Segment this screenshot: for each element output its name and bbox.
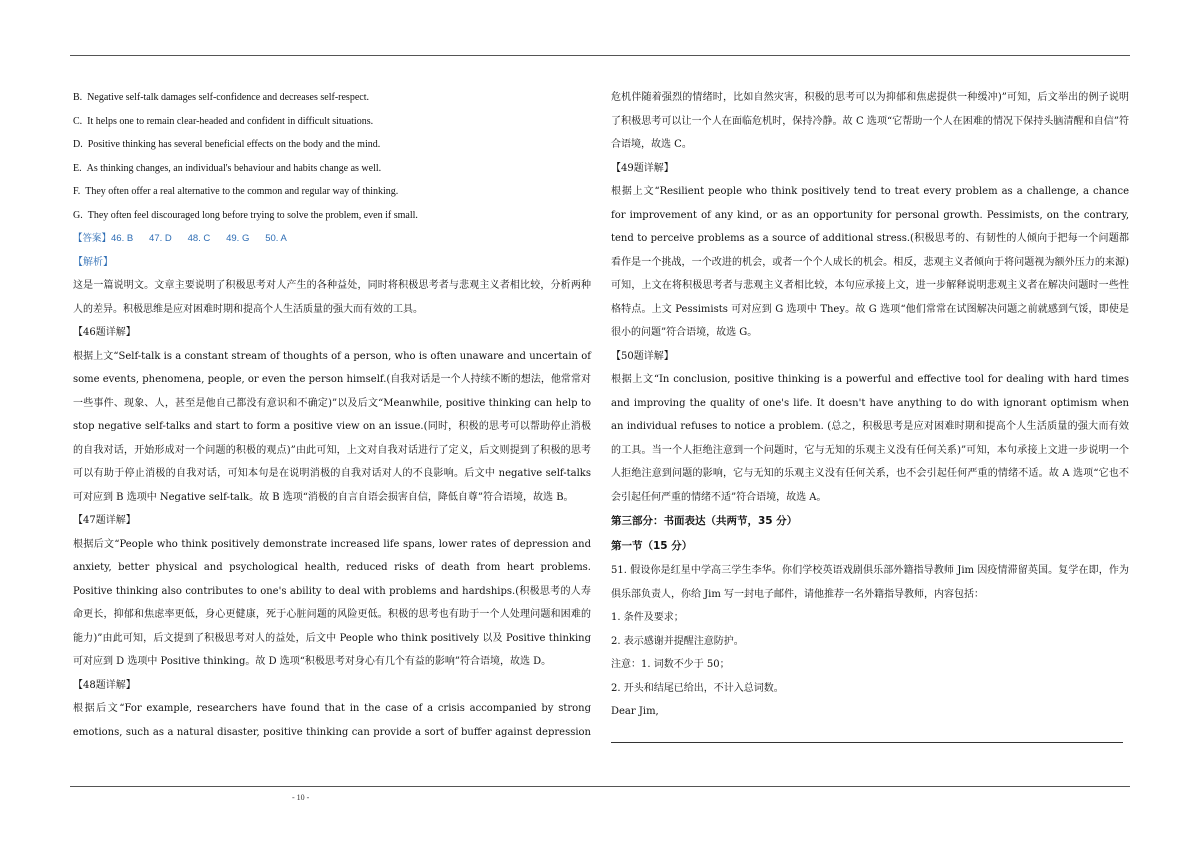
option-b: B. Negative self-talk damages self-confidence and decreases self-respect.: [73, 92, 369, 103]
option-d: D. Positive thinking has several beneficial effects on the body and the mind.: [73, 139, 381, 150]
option-e: E. As thinking changes, an individual's behaviour and habits change as well.: [73, 162, 382, 174]
footer-rule: [70, 786, 1130, 787]
q50-heading: 【50题详解】: [611, 350, 674, 362]
analysis-intro: 这是一篇说明文。文章主要说明了积极思考对人产生的各种益处，同时将积极思考者与悲观主义者相比较，分析两种人的差异。积极思维是应对困难时期和提高个人生活质量的强大而有效的工具。: [73, 280, 591, 315]
part3-title: 第三部分：书面表达（共两节，35 分）: [611, 515, 798, 527]
q48-explanation-cont: 危机伴随着强烈的情绪时，比如自然灾害，积极的思考可以为抑郁和焦虑提供一种缓冲)”可知，后文举出的例子说明了积极思考可以让一个人在面临危机时，保持冷静。故 C 选项“它帮助一个人在困难的情况下保持头脑清醒和自信”符合语境，故选 C。: [611, 92, 1129, 150]
q46-heading: 【46题详解】: [73, 327, 136, 338]
answer-line: [73, 227, 591, 251]
answer-tag: 【答案】: [73, 233, 112, 244]
note-2: 2. 开头和结尾已给出，不计入总词数。: [611, 682, 784, 694]
header-rule: [70, 55, 1130, 56]
q46-explanation: 根据上文“Self-talk is a constant stream of thoughts of a person, who is often unaware and uncertain of some events, phenomena, people, or even the person himself.(自我对话是一个人持续不断的想法，他常常对一些事件、现象、人，甚至是他自己都没有意识和不确定)”以及后文“Meanwhile, positive thinking can help to stop negative self-talks and start to form a positive view on an issue.(同时，积极的思考可以帮助停止消极的自我对话，开始形成对一个问题的积极的观点)”由此可知，上文对自我对话进行了定义，后文则提到了积极的思考可以有助于停止消极的自我对话，可知本句是在说明消极的自我对话对人的不良影响。后文中 negative self-talks 可对应到 B 选项中 Negative self-talk。故 B 选项“消极的自言自语会损害自信，降低自尊”符合语境，故选 B。: [73, 350, 591, 503]
right-column: [611, 86, 1129, 743]
q48-explanation: 根据后文“For example, researchers have found that in the case of a crisis accompanied by strong emotions, such as a natural disaster, positive thinking can provide a sort of buffer against depression: [73, 703, 591, 738]
answer-values: 46. B 47. D 48. C 49. G 50. A: [111, 233, 287, 244]
left-column: [73, 86, 591, 744]
analysis-tag: 【解析】: [73, 256, 113, 268]
page-number: - 10 -: [292, 793, 310, 802]
answer-blank-line: [611, 734, 1123, 743]
requirement-2: 2. 表示感谢并提醒注意防护。: [611, 635, 744, 647]
q47-explanation: 根据后文“People who think positively demonstrate increased life spans, lower rates of depression and anxiety, better physical and psychological health, reduced risks of death from heart problems. Positive thinking also contributes to one's ability to deal with problems and hardships.(积极思考的人寿命更长，抑郁和焦虑率更低，身心更健康，死于心脏问题的风险更低。积极的思考也有助于一个人处理问题和困难的能力)”由此可知，后文提到了积极思考对人的益处，后文中 People who think positively 以及 Positive thinking 可对应到 D 选项中 Positive thinking。故 D 选项“积极思考对身心有几个有益的影响”符合语境，故选 D。: [73, 538, 591, 667]
q49-heading: 【49题详解】: [611, 162, 674, 174]
q50-explanation: 根据上文“In conclusion, positive thinking is a powerful and effective tool for dealing with hard times and improving the quality of one's life. It doesn't have anything to do with ignorant optimism when an individual refuses to notice a problem. (总之，积极思考是应对困难时期和提高个人生活质量的强大而有效的工具。当一个人拒绝注意到一个问题时，它与无知的乐观主义没有任何关系)”可知，本句承接上文进一步说明一个人拒绝注意到问题的影响，它与无知的乐观主义没有任何关系，也不会引起任何严重的情绪不适。故 A 选项“它也不会引起任何严重的情绪不适”符合语境，故选 A。: [611, 374, 1129, 503]
section1-title: 第一节（15 分）: [611, 540, 693, 552]
option-g: G. They often feel discouraged long before trying to solve the problem, even if small.: [73, 209, 418, 221]
q48-heading: 【48题详解】: [73, 679, 136, 691]
note-1: 注意：1. 词数不少于 50；: [611, 659, 730, 670]
salutation: Dear Jim,: [611, 706, 659, 717]
option-f: F. They often offer a real alternative to the common and regular way of thinking.: [73, 186, 399, 197]
option-c: C. It helps one to remain clear-headed and confident in difficult situations.: [73, 115, 374, 127]
q47-heading: 【47题详解】: [73, 515, 136, 526]
q49-explanation: 根据上文“Resilient people who think positively tend to treat every problem as a challenge, a chance for improvement of any kind, or as an opportunity for personal growth. Pessimists, on the contrary, tend to perceive problems as a source of additional stress.(积极思考的、有韧性的人倾向于把每一个问题都看作是一个挑战，一个改进的机会，或者一个个人成长的机会。相反，悲观主义者倾向于将问题视为额外压力的来源)可知，上文在将积极思考者与悲观主义者相比较，本句应承接上文，进一步解释说明悲观主义者在解决问题时一些性格特点。上文 Pessimists 可对应到 G 选项中 They。故 G 选项“他们常常在试图解决问题之前就感到气馁，即使是很小的问题”符合语境，故选 G。: [611, 186, 1129, 338]
q51-prompt: 51. 假设你是红星中学高三学生李华。你们学校英语戏剧俱乐部外籍指导教师 Jim 因疫情滞留英国。复学在即，作为俱乐部负责人，你给 Jim 写一封电子邮件，请他推荐一名外籍指导教师，内容包括：: [611, 565, 1129, 600]
requirement-1: 1. 条件及要求；: [611, 612, 684, 623]
